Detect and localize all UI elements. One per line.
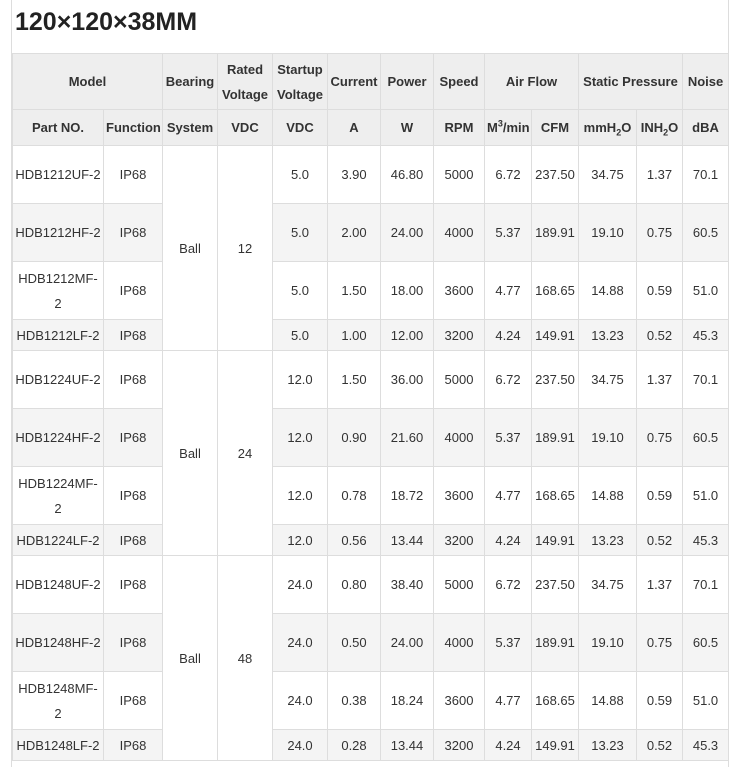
page-title: 120×120×38MM [15, 8, 198, 36]
cell-noise: 45.3 [683, 730, 729, 761]
header-startup-unit: VDC [273, 110, 328, 146]
cell-speed: 3200 [434, 320, 485, 351]
cell-current: 0.80 [328, 556, 381, 614]
cell-startup: 5.0 [273, 262, 328, 320]
header-air-flow: Air Flow [485, 54, 579, 110]
cell-current: 0.28 [328, 730, 381, 761]
table-row [13, 525, 729, 556]
cell-mmh2o: 13.23 [579, 525, 637, 556]
header-airflow-cfm: CFM [532, 110, 579, 146]
cell-m3: 4.77 [485, 467, 532, 525]
cell-bearing-system: Ball [163, 351, 218, 556]
cell-speed: 4000 [434, 204, 485, 262]
cell-noise: 60.5 [683, 204, 729, 262]
cell-speed: 5000 [434, 146, 485, 204]
header-rated-unit: VDC [218, 110, 273, 146]
cell-part-no: HDB1224UF-2 [13, 351, 104, 409]
spec-table [12, 53, 729, 761]
header-pressure-mmh2o: mmH$_2$O [579, 110, 637, 146]
cell-cfm: 168.65 [532, 262, 579, 320]
spec-table-body [13, 146, 729, 761]
cell-mmh2o: 13.23 [579, 320, 637, 351]
cell-startup: 5.0 [273, 204, 328, 262]
cell-part-no: HDB1224HF-2 [13, 409, 104, 467]
cell-startup: 12.0 [273, 467, 328, 525]
table-row [13, 556, 729, 614]
cell-mmh2o: 14.88 [579, 262, 637, 320]
cell-startup: 24.0 [273, 614, 328, 672]
cell-function: IP68 [104, 351, 163, 409]
cell-startup: 24.0 [273, 556, 328, 614]
cell-power: 18.00 [381, 262, 434, 320]
cell-function: IP68 [104, 467, 163, 525]
table-row [13, 320, 729, 351]
cell-inh2o: 1.37 [637, 556, 683, 614]
cell-mmh2o: 34.75 [579, 146, 637, 204]
cell-part-no: HDB1248LF-2 [13, 730, 104, 761]
cell-power: 38.40 [381, 556, 434, 614]
cell-speed: 3600 [434, 467, 485, 525]
cell-power: 46.80 [381, 146, 434, 204]
cell-startup: 24.0 [273, 730, 328, 761]
cell-function: IP68 [104, 730, 163, 761]
cell-current: 0.38 [328, 672, 381, 730]
table-row [13, 467, 729, 525]
cell-function: IP68 [104, 614, 163, 672]
header-startup-voltage: Startup Voltage [273, 54, 328, 110]
cell-part-no: HDB1248UF-2 [13, 556, 104, 614]
cell-speed: 3200 [434, 730, 485, 761]
cell-power: 24.00 [381, 614, 434, 672]
cell-startup: 5.0 [273, 146, 328, 204]
cell-part-no: HDB1212HF-2 [13, 204, 104, 262]
cell-noise: 45.3 [683, 320, 729, 351]
cell-m3: 4.77 [485, 262, 532, 320]
cell-m3: 5.37 [485, 409, 532, 467]
cell-power: 24.00 [381, 204, 434, 262]
cell-current: 0.56 [328, 525, 381, 556]
cell-power: 13.44 [381, 730, 434, 761]
cell-speed: 3200 [434, 525, 485, 556]
header-pressure-inh2o: $INH_2O$ [637, 110, 683, 146]
cell-part-no: HDB1248HF-2 [13, 614, 104, 672]
cell-inh2o: 0.52 [637, 320, 683, 351]
cell-noise: 70.1 [683, 351, 729, 409]
header-airflow-m3: $M^3/\min$ [485, 110, 532, 146]
table-row [13, 351, 729, 409]
cell-current: 0.50 [328, 614, 381, 672]
table-row [13, 204, 729, 262]
cell-m3: 4.77 [485, 672, 532, 730]
cell-power: 36.00 [381, 351, 434, 409]
cell-noise: 60.5 [683, 409, 729, 467]
cell-current: 1.50 [328, 351, 381, 409]
cell-power: 18.72 [381, 467, 434, 525]
cell-m3: 6.72 [485, 351, 532, 409]
cell-power: 13.44 [381, 525, 434, 556]
cell-inh2o: 1.37 [637, 351, 683, 409]
cell-noise: 60.5 [683, 614, 729, 672]
cell-inh2o: 0.75 [637, 614, 683, 672]
cell-mmh2o: 14.88 [579, 467, 637, 525]
cell-current: 1.50 [328, 262, 381, 320]
cell-function: IP68 [104, 409, 163, 467]
cell-cfm: 189.91 [532, 204, 579, 262]
cell-current: 0.90 [328, 409, 381, 467]
cell-function: IP68 [104, 146, 163, 204]
cell-m3: 4.24 [485, 320, 532, 351]
cell-function: IP68 [104, 262, 163, 320]
cell-cfm: 168.65 [532, 672, 579, 730]
cell-part-no: HDB1212LF-2 [13, 320, 104, 351]
header-noise-unit: dBA [683, 110, 729, 146]
cell-noise: 51.0 [683, 467, 729, 525]
cell-current: 1.00 [328, 320, 381, 351]
header-static-pressure: Static Pressure [579, 54, 683, 110]
cell-cfm: 149.91 [532, 525, 579, 556]
header-system: System [163, 110, 218, 146]
cell-speed: 5000 [434, 351, 485, 409]
cell-power: 21.60 [381, 409, 434, 467]
cell-cfm: 149.91 [532, 730, 579, 761]
cell-function: IP68 [104, 525, 163, 556]
header-power: Power [381, 54, 434, 110]
header-speed-unit: RPM [434, 110, 485, 146]
header-current: Current [328, 54, 381, 110]
cell-part-no: HDB1248MF-2 [13, 672, 104, 730]
header-model: Model [13, 54, 163, 110]
cell-current: 0.78 [328, 467, 381, 525]
cell-inh2o: 0.52 [637, 525, 683, 556]
header-speed: Speed [434, 54, 485, 110]
table-row [13, 409, 729, 467]
cell-cfm: 189.91 [532, 614, 579, 672]
cell-function: IP68 [104, 320, 163, 351]
cell-speed: 5000 [434, 556, 485, 614]
cell-mmh2o: 19.10 [579, 204, 637, 262]
cell-startup: 12.0 [273, 409, 328, 467]
cell-speed: 3600 [434, 262, 485, 320]
cell-function: IP68 [104, 672, 163, 730]
cell-inh2o: 0.59 [637, 262, 683, 320]
cell-rated-voltage: 24 [218, 351, 273, 556]
cell-inh2o: 0.75 [637, 409, 683, 467]
cell-m3: 6.72 [485, 146, 532, 204]
table-row [13, 614, 729, 672]
table-row [13, 262, 729, 320]
cell-startup: 5.0 [273, 320, 328, 351]
cell-cfm: 149.91 [532, 320, 579, 351]
cell-noise: 70.1 [683, 146, 729, 204]
header-current-unit: A [328, 110, 381, 146]
cell-m3: 5.37 [485, 204, 532, 262]
cell-cfm: 168.65 [532, 467, 579, 525]
cell-current: 3.90 [328, 146, 381, 204]
cell-inh2o: 0.52 [637, 730, 683, 761]
cell-power: 18.24 [381, 672, 434, 730]
cell-startup: 24.0 [273, 672, 328, 730]
cell-m3: 5.37 [485, 614, 532, 672]
table-row [13, 146, 729, 204]
header-row-top [13, 54, 729, 110]
cell-mmh2o: 13.23 [579, 730, 637, 761]
cell-noise: 45.3 [683, 525, 729, 556]
cell-part-no: HDB1224MF-2 [13, 467, 104, 525]
cell-mmh2o: 34.75 [579, 351, 637, 409]
header-function: Function [104, 110, 163, 146]
cell-speed: 4000 [434, 409, 485, 467]
cell-part-no: HDB1212UF-2 [13, 146, 104, 204]
header-row-units [13, 110, 729, 146]
cell-part-no: HDB1212MF-2 [13, 262, 104, 320]
cell-cfm: 237.50 [532, 146, 579, 204]
cell-inh2o: 1.37 [637, 146, 683, 204]
cell-m3: 6.72 [485, 556, 532, 614]
table-row [13, 730, 729, 761]
cell-power: 12.00 [381, 320, 434, 351]
cell-noise: 51.0 [683, 262, 729, 320]
cell-function: IP68 [104, 556, 163, 614]
cell-mmh2o: 19.10 [579, 614, 637, 672]
cell-m3: 4.24 [485, 525, 532, 556]
header-part-no: Part NO. [13, 110, 104, 146]
cell-cfm: 237.50 [532, 556, 579, 614]
cell-mmh2o: 19.10 [579, 409, 637, 467]
header-rated-voltage: Rated Voltage [218, 54, 273, 110]
cell-bearing-system: Ball [163, 146, 218, 351]
cell-current: 2.00 [328, 204, 381, 262]
cell-rated-voltage: 48 [218, 556, 273, 761]
cell-m3: 4.24 [485, 730, 532, 761]
cell-speed: 4000 [434, 614, 485, 672]
cell-inh2o: 0.59 [637, 467, 683, 525]
header-bearing: Bearing [163, 54, 218, 110]
header-power-unit: W [381, 110, 434, 146]
table-row [13, 672, 729, 730]
cell-speed: 3600 [434, 672, 485, 730]
cell-startup: 12.0 [273, 351, 328, 409]
cell-cfm: 189.91 [532, 409, 579, 467]
cell-noise: 51.0 [683, 672, 729, 730]
cell-function: IP68 [104, 204, 163, 262]
cell-inh2o: 0.59 [637, 672, 683, 730]
cell-noise: 70.1 [683, 556, 729, 614]
cell-part-no: HDB1224LF-2 [13, 525, 104, 556]
cell-rated-voltage: 12 [218, 146, 273, 351]
cell-startup: 12.0 [273, 525, 328, 556]
cell-mmh2o: 34.75 [579, 556, 637, 614]
cell-bearing-system: Ball [163, 556, 218, 761]
cell-cfm: 237.50 [532, 351, 579, 409]
header-noise: Noise [683, 54, 729, 110]
cell-mmh2o: 14.88 [579, 672, 637, 730]
cell-inh2o: 0.75 [637, 204, 683, 262]
